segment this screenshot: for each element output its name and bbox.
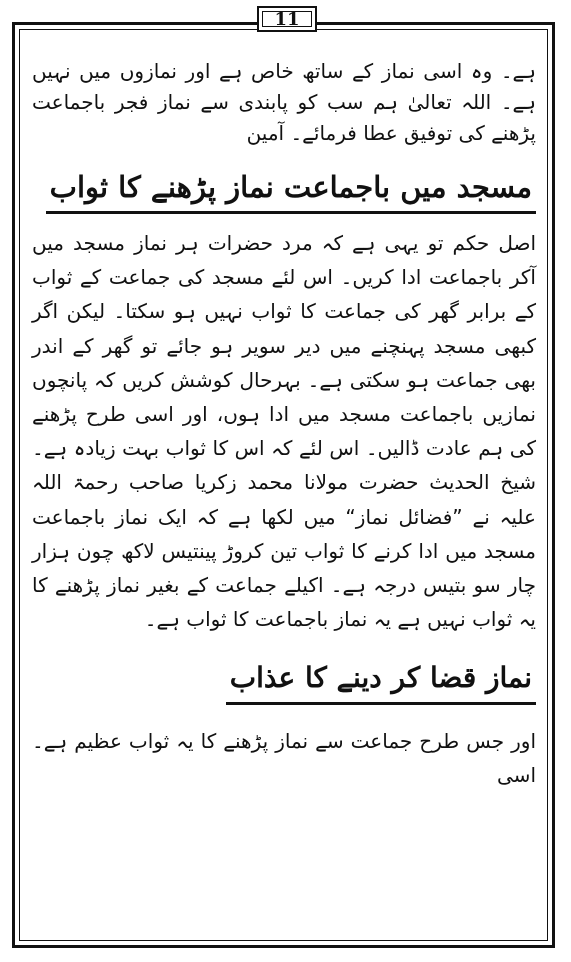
closing-paragraph: اور جس طرح جماعت سے نماز پڑھنے کا یہ ثواب عظیم ہے۔ اسی	[32, 729, 536, 787]
page-content	[32, 56, 536, 792]
page-number: 11	[274, 8, 300, 30]
section-heading-wrap	[32, 658, 536, 705]
congregation-paragraph: اصل حکم تو یہی ہے کہ مرد حضرات ہر نماز مسجد میں آکر باجماعت ادا کریں۔ اس لئے مسجد کی جماعت کے ثواب کے برابر گھر کی جماعت کا ثواب نہیں ہو سکتا۔ لیکن اگر کبھی مسجد پہنچنے میں دیر سویر ہو جائے تو گھر کے اندر بھی جماعت ہو سکتی ہے۔ بہرحال کوشش کریں کہ پانچوں نمازیں باجماعت مسجد میں ادا ہوں، اور اسی طرح پڑھنے کی ہم عادت ڈالیں۔ اس لئے کہ اس کا ثواب بہت زیادہ ہے۔ شیخ الحدیث حضرت مولانا محمد زکریا صاحب رحمۃ اللہ علیہ نے ”فضائل نماز“ میں لکھا ہے کہ ایک نماز باجماعت مسجد میں ادا کرنے کا ثواب تین کروڑ پینتیس لاکھ چون ہزار چار سو بتیس درجہ ہے۔ اکیلے جماعت کے بغیر نماز پڑھنے کا یہ ثواب نہیں ہے یہ نماز باجماعت کا ثواب ہے۔	[32, 231, 536, 632]
section-heading-qaza-punishment: نماز قضا کر دینے کا عذاب	[226, 658, 536, 705]
page-number-box	[257, 6, 317, 32]
section-heading-mosque-reward: مسجد میں باجماعت نماز پڑھنے کا ثواب	[46, 167, 536, 214]
intro-paragraph: ہے۔ وہ اسی نماز کے ساتھ خاص ہے اور نمازوں میں نہیں ہے۔ اللہ تعالیٰ ہم سب کو پابندی سے نماز فجر باجماعت پڑھنے کی توفیق عطا فرمائے۔ آمین	[32, 59, 536, 145]
section-heading-wrap	[32, 167, 536, 214]
